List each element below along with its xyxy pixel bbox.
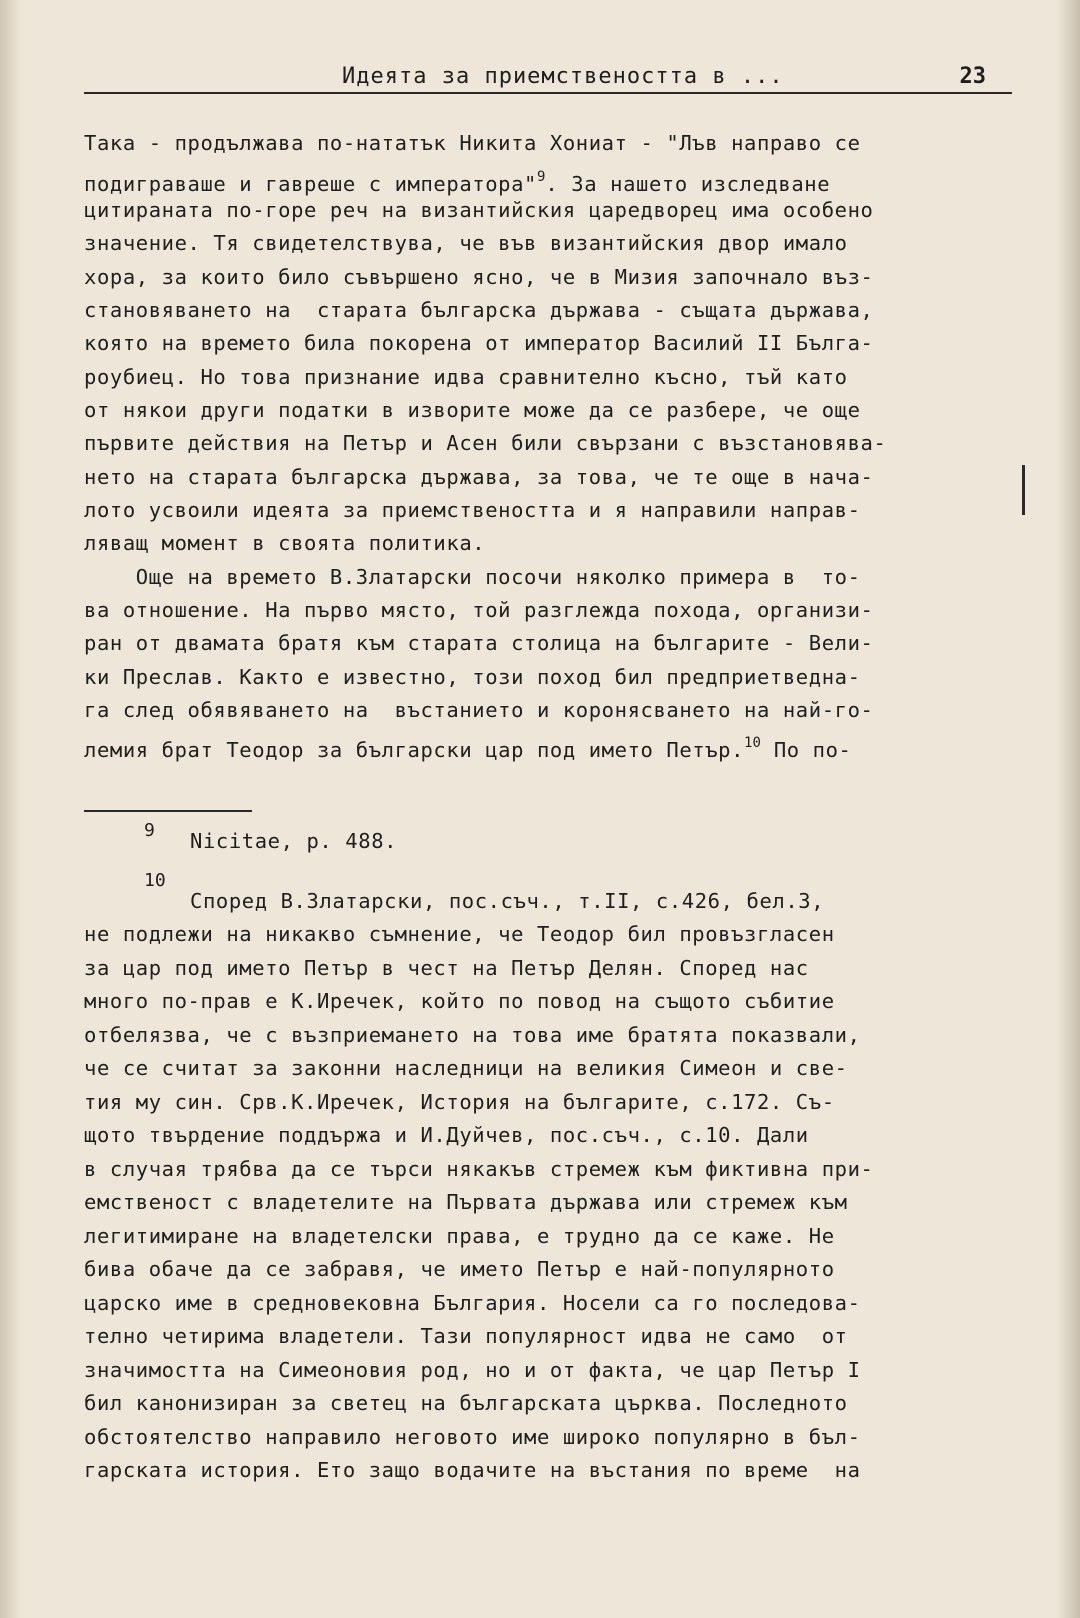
- footnote-10-line: гарската история. Ето защо водачите на въстания по време на: [84, 1458, 861, 1482]
- footnote-10-line: обстоятелство направило неговото име широко популярно в бъл-: [84, 1425, 861, 1449]
- body-line: от някои други податки в изворите може да се разбере, че още: [84, 398, 861, 422]
- body-line: становяването на старата българска държава - същата държава,: [84, 298, 874, 322]
- body-line: [84, 164, 1014, 197]
- body-line: ран от двамата братя към старата столица на българите - Вели-: [84, 631, 874, 655]
- margin-mark: [1022, 465, 1025, 515]
- footnote-10-line: царско име в средновековна България. Носели са го последова-: [84, 1291, 861, 1315]
- body-line: първите действия на Петър и Асен били свързани с възстановява-: [84, 431, 887, 455]
- footnote-rule: [84, 810, 252, 812]
- body-line: Още на времето В.Златарски посочи няколко примера в то-: [84, 565, 861, 589]
- body-line: ляващ момент в своята политика.: [84, 531, 486, 555]
- page-number: 23: [959, 64, 986, 89]
- footnote-10-line: Според В.Златарски, пос.съч., т.II, с.426, бел.3,: [190, 889, 825, 913]
- body-line: [84, 730, 1014, 763]
- footnote-9-line: Nicitae, p. 488.: [190, 829, 398, 853]
- footnote-ref-10: 10: [744, 735, 761, 751]
- page-edge-left: [0, 0, 22, 1618]
- body-line: Така - продължава по-нататък Никита Хониат - "Лъв направо се: [84, 131, 861, 155]
- body-line: нето на старата българска държава, за това, че те още в нача-: [84, 465, 874, 489]
- body-line: лото усвоили идеята за приемствеността и я направили направ-: [84, 498, 861, 522]
- body-line: цитираната по-горе реч на византийския царедворец има особено: [84, 198, 874, 222]
- body-line-text: подиграваше и гавреше с императора": [84, 172, 537, 196]
- body-line: роубиец. Но това признание идва сравнително късно, тъй като: [84, 365, 848, 389]
- footnote-10-line: че се считат за законни наследници на великия Симеон и све-: [84, 1056, 848, 1080]
- footnote-10-line: щото твърдение поддържа и И.Дуйчев, пос.съч., с.10. Дали: [84, 1123, 809, 1147]
- body-line: ки Преслав. Както е известно, този поход бил предприетведна-: [84, 665, 861, 689]
- footnote-10-line: значимостта на Симеоновия род, но и от факта, че цар Петър I: [84, 1358, 861, 1382]
- footnote-10-line: в случая трябва да се търси някакъв стремеж към фиктивна при-: [84, 1157, 874, 1181]
- body-line: ва отношение. На първо място, той разглежда похода, организи-: [84, 598, 874, 622]
- footnote-10-line: емственост с владетелите на Първата държава или стремеж към: [84, 1190, 848, 1214]
- running-header: [84, 62, 1012, 94]
- page-edge-right: [1056, 0, 1080, 1618]
- footnote-number-10: 10: [144, 870, 166, 891]
- body-line-text: лемия брат Теодор за български цар под името Петър.: [84, 738, 745, 762]
- footnote-10-line: за цар под името Петър в чест на Петър Делян. Според нас: [84, 956, 809, 980]
- footnote-10-line: бива обаче да се забравя, че името Петър е най-популярното: [84, 1257, 835, 1281]
- footnote-10-line: легитимиране на владетелски права, е трудно да се каже. Не: [84, 1224, 835, 1248]
- body-line-text: . За нашето изследване: [545, 172, 831, 196]
- footnote-number-9: 9: [144, 820, 155, 841]
- footnote-10-line: телно четирима владетели. Тази популярност идва не само от: [84, 1324, 848, 1348]
- footnote-10-line: отбелязва, че с възприемането на това име братята показвали,: [84, 1023, 861, 1047]
- footnote-10-line: много по-прав е К.Иречек, който по повод на същото събитие: [84, 989, 835, 1013]
- body-line: хора, за които било съвършено ясно, че в Мизия започнало въз-: [84, 265, 874, 289]
- body-line-text: По по-: [760, 738, 852, 762]
- footnote-10-line: не подлежи на никакво съмнение, че Теодор бил провъзгласен: [84, 922, 835, 946]
- footnote-ref-9: 9: [536, 169, 546, 185]
- body-line: която на времето била покорена от император Василий II Бълга-: [84, 331, 874, 355]
- footnote-10-line: тия му син. Срв.К.Иречек, История на българите, с.172. Съ-: [84, 1090, 835, 1114]
- body-line: значение. Тя свидетелствува, че във византийския двор имало: [84, 231, 848, 255]
- body-line: га след обявяването на въстанието и коронясването на най-го-: [84, 698, 874, 722]
- header-title: Идеята за приемствеността в ...: [342, 64, 784, 89]
- footnote-10-line: бил канонизиран за светец на българската църква. Последното: [84, 1391, 848, 1415]
